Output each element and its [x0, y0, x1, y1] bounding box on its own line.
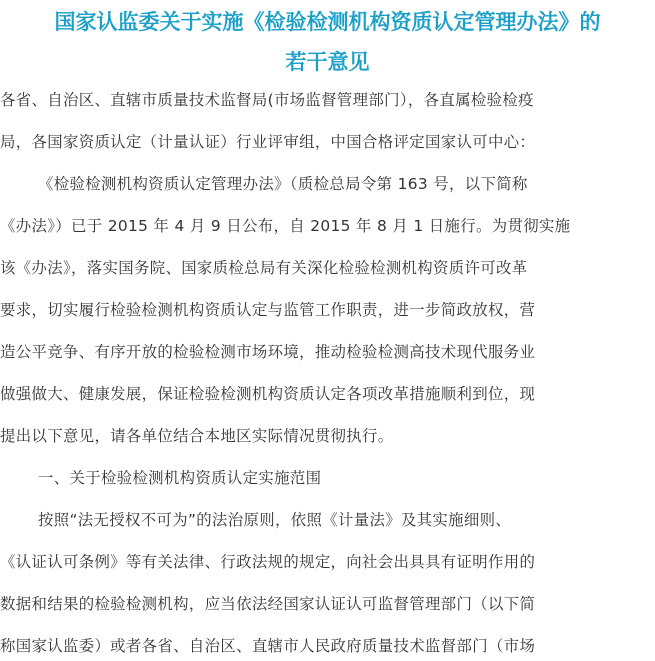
body-line-14: 称国家认监委）或者各省、自治区、直辖市人民政府质量技术监督部门（市场	[0, 637, 536, 655]
document-title-line-2: 若干意见	[285, 50, 370, 74]
body-line-8: 做强做大、健康发展，保证检验检测机构资质认定各项改革措施顺利到位，现	[0, 385, 536, 403]
body-line-6: 要求，切实履行检验检测机构资质认定与监管工作职责，进一步简政放权，营	[0, 301, 536, 319]
body-line-12: 《认证认可条例》等有关法律、行政法规的规定，向社会出具具有证明作用的	[0, 553, 536, 571]
body-line-9: 提出以下意见，请各单位结合本地区实际情况贯彻执行。	[0, 427, 394, 445]
body-line-5: 该《办法》，落实国务院、国家质检总局有关深化检验检测机构资质许可改革	[0, 259, 528, 277]
body-line-7: 造公平竞争、有序开放的检验检测市场环境，推动检验检测高技术现代服务业	[0, 343, 536, 361]
body-line-1: 各省、自治区、直辖市质量技术监督局(市场监督管理部门），各直属检验检疫	[0, 91, 534, 109]
body-line-2: 局，各国家资质认定（计量认证）行业评审组，中国合格评定国家认可中心：	[0, 133, 536, 151]
section-heading-1: 一、关于检验检测机构资质认定实施范围	[38, 469, 322, 487]
document-title-line-1: 国家认监委关于实施《检验检测机构资质认定管理办法》的	[54, 10, 601, 34]
body-line-4: 《办法》）已于 2015 年 4 月 9 日公布，自 2015 年 8 月 1 日施行。为贯彻实施	[0, 217, 571, 235]
body-line-11: 按照“法无授权不可为”的法治原则，依照《计量法》及其实施细则、	[38, 511, 512, 529]
body-line-13: 数据和结果的检验检测机构，应当依法经国家认证认可监督管理部门（以下简	[0, 595, 536, 613]
body-line-3: 《检验检测机构资质认定管理办法》（质检总局令第 163 号，以下简称	[38, 175, 528, 193]
